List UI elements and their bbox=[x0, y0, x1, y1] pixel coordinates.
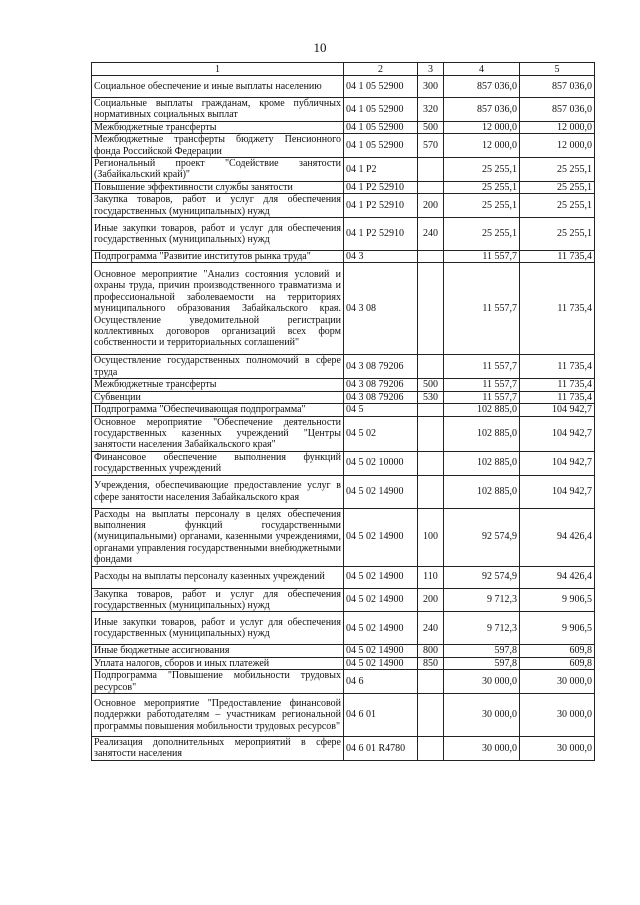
table-row bbox=[92, 194, 595, 218]
amount-2020-cell: 102 885,0 bbox=[444, 475, 520, 508]
table-row bbox=[92, 404, 595, 416]
code-cell: 04 6 01 bbox=[344, 694, 418, 737]
table-row bbox=[92, 451, 595, 475]
name-cell: Основное мероприятие "Анализ состояния условий и охраны труда, причин производственного травматизма и профессиональной заболеваемости на территориях муниципального образования Забайкальского края. Осуществление уведомительной регистрации коллективных договоров организаций всех форм собственности и территориальных соглашений" bbox=[92, 263, 344, 355]
vr-cell bbox=[418, 263, 444, 355]
code-cell: 04 1 P2 52910 bbox=[344, 194, 418, 218]
amount-2020-cell: 12 000,0 bbox=[444, 121, 520, 133]
vr-cell: 240 bbox=[418, 612, 444, 645]
amount-2021-cell: 11 735,4 bbox=[520, 263, 595, 355]
name-cell: Реализация дополнительных мероприятий в сфере занятости населения bbox=[92, 737, 344, 761]
code-cell: 04 6 01 R4780 bbox=[344, 737, 418, 761]
amount-2020-cell: 25 255,1 bbox=[444, 181, 520, 193]
amount-2020-cell: 25 255,1 bbox=[444, 158, 520, 182]
table-row bbox=[92, 263, 595, 355]
table-row bbox=[92, 508, 595, 566]
table-body bbox=[92, 76, 595, 761]
vr-cell: 320 bbox=[418, 98, 444, 122]
amount-2020-cell: 102 885,0 bbox=[444, 451, 520, 475]
vr-cell bbox=[418, 475, 444, 508]
amount-2021-cell: 857 036,0 bbox=[520, 76, 595, 98]
amount-2021-cell: 11 735,4 bbox=[520, 251, 595, 263]
code-cell: 04 3 08 79206 bbox=[344, 355, 418, 379]
code-cell: 04 5 02 14900 bbox=[344, 508, 418, 566]
vr-cell bbox=[418, 355, 444, 379]
vr-cell bbox=[418, 670, 444, 694]
vr-cell: 800 bbox=[418, 645, 444, 657]
name-cell: Уплата налогов, сборов и иных платежей bbox=[92, 657, 344, 669]
header-cell-2: 2 bbox=[344, 63, 418, 76]
amount-2020-cell: 9 712,3 bbox=[444, 588, 520, 612]
amount-2021-cell: 30 000,0 bbox=[520, 670, 595, 694]
code-cell: 04 1 05 52900 bbox=[344, 76, 418, 98]
page-number: 10 bbox=[313, 40, 327, 55]
name-cell: Социальное обеспечение и иные выплаты населению bbox=[92, 76, 344, 98]
name-cell: Финансовое обеспечение выполнения функций государственных учреждений bbox=[92, 451, 344, 475]
name-cell: Основное мероприятие "Предоставление финансовой поддержки работодателям – участникам региональной программы повышения мобильности трудовых ресурсов" bbox=[92, 694, 344, 737]
amount-2021-cell: 25 255,1 bbox=[520, 158, 595, 182]
vr-cell bbox=[418, 694, 444, 737]
table-row bbox=[92, 475, 595, 508]
amount-2021-cell: 30 000,0 bbox=[520, 737, 595, 761]
name-cell: Закупка товаров, работ и услуг для обеспечения государственных (муниципальных) нужд bbox=[92, 588, 344, 612]
amount-2020-cell: 25 255,1 bbox=[444, 218, 520, 251]
code-cell: 04 1 05 52900 bbox=[344, 134, 418, 158]
vr-cell: 200 bbox=[418, 194, 444, 218]
table-row bbox=[92, 416, 595, 451]
vr-cell: 240 bbox=[418, 218, 444, 251]
amount-2021-cell: 104 942,7 bbox=[520, 451, 595, 475]
name-cell: Иные закупки товаров, работ и услуг для обеспечения государственных (муниципальных) нужд bbox=[92, 612, 344, 645]
table-row bbox=[92, 181, 595, 193]
amount-2020-cell: 12 000,0 bbox=[444, 134, 520, 158]
code-cell: 04 3 08 79206 bbox=[344, 379, 418, 391]
amount-2021-cell: 11 735,4 bbox=[520, 391, 595, 403]
vr-cell bbox=[418, 451, 444, 475]
header-cell-1: 1 bbox=[92, 63, 344, 76]
name-cell: Учреждения, обеспечивающие предоставление услуг в сфере занятости населения Забайкальского края bbox=[92, 475, 344, 508]
code-cell: 04 5 bbox=[344, 404, 418, 416]
table-row bbox=[92, 737, 595, 761]
amount-2020-cell: 102 885,0 bbox=[444, 404, 520, 416]
table-row bbox=[92, 694, 595, 737]
amount-2021-cell: 12 000,0 bbox=[520, 121, 595, 133]
amount-2021-cell: 25 255,1 bbox=[520, 218, 595, 251]
table-row bbox=[92, 645, 595, 657]
table-row bbox=[92, 566, 595, 588]
amount-2021-cell: 94 426,4 bbox=[520, 508, 595, 566]
amount-2021-cell: 104 942,7 bbox=[520, 416, 595, 451]
amount-2021-cell: 11 735,4 bbox=[520, 379, 595, 391]
amount-2020-cell: 11 557,7 bbox=[444, 379, 520, 391]
code-cell: 04 5 02 14900 bbox=[344, 645, 418, 657]
table-row bbox=[92, 121, 595, 133]
name-cell: Иные закупки товаров, работ и услуг для обеспечения государственных (муниципальных) нужд bbox=[92, 218, 344, 251]
amount-2020-cell: 102 885,0 bbox=[444, 416, 520, 451]
table-row bbox=[92, 218, 595, 251]
code-cell: 04 5 02 14900 bbox=[344, 566, 418, 588]
table-row bbox=[92, 391, 595, 403]
header-cell-4: 4 bbox=[444, 63, 520, 76]
code-cell: 04 6 bbox=[344, 670, 418, 694]
table-header bbox=[92, 63, 595, 76]
amount-2021-cell: 9 906,5 bbox=[520, 612, 595, 645]
code-cell: 04 3 bbox=[344, 251, 418, 263]
amount-2021-cell: 857 036,0 bbox=[520, 98, 595, 122]
name-cell: Расходы на выплаты персоналу казенных учреждений bbox=[92, 566, 344, 588]
table-row bbox=[92, 134, 595, 158]
table-row bbox=[92, 76, 595, 98]
amount-2020-cell: 30 000,0 bbox=[444, 670, 520, 694]
amount-2020-cell: 11 557,7 bbox=[444, 251, 520, 263]
amount-2020-cell: 857 036,0 bbox=[444, 98, 520, 122]
amount-2021-cell: 609,8 bbox=[520, 645, 595, 657]
header-cell-3: 3 bbox=[418, 63, 444, 76]
amount-2020-cell: 25 255,1 bbox=[444, 194, 520, 218]
amount-2020-cell: 92 574,9 bbox=[444, 508, 520, 566]
vr-cell bbox=[418, 416, 444, 451]
table-row bbox=[92, 612, 595, 645]
amount-2021-cell: 104 942,7 bbox=[520, 475, 595, 508]
code-cell: 04 1 05 52900 bbox=[344, 98, 418, 122]
name-cell: Межбюджетные трансферты bbox=[92, 121, 344, 133]
vr-cell: 570 bbox=[418, 134, 444, 158]
vr-cell: 500 bbox=[418, 121, 444, 133]
code-cell: 04 3 08 bbox=[344, 263, 418, 355]
amount-2021-cell: 9 906,5 bbox=[520, 588, 595, 612]
vr-cell: 110 bbox=[418, 566, 444, 588]
amount-2020-cell: 11 557,7 bbox=[444, 391, 520, 403]
code-cell: 04 1 P2 52910 bbox=[344, 181, 418, 193]
name-cell: Закупка товаров, работ и услуг для обеспечения государственных (муниципальных) нужд bbox=[92, 194, 344, 218]
code-cell: 04 1 05 52900 bbox=[344, 121, 418, 133]
amount-2021-cell: 30 000,0 bbox=[520, 694, 595, 737]
vr-cell: 200 bbox=[418, 588, 444, 612]
code-cell: 04 5 02 10000 bbox=[344, 451, 418, 475]
amount-2021-cell: 11 735,4 bbox=[520, 355, 595, 379]
name-cell: Социальные выплаты гражданам, кроме публичных нормативных социальных выплат bbox=[92, 98, 344, 122]
name-cell: Региональный проект "Содействие занятости (Забайкальский край)" bbox=[92, 158, 344, 182]
amount-2020-cell: 597,8 bbox=[444, 645, 520, 657]
name-cell: Подпрограмма "Обеспечивающая подпрограмма" bbox=[92, 404, 344, 416]
vr-cell bbox=[418, 737, 444, 761]
header-row bbox=[92, 63, 595, 76]
amount-2020-cell: 92 574,9 bbox=[444, 566, 520, 588]
name-cell: Осуществление государственных полномочий в сфере труда bbox=[92, 355, 344, 379]
name-cell: Иные бюджетные ассигнования bbox=[92, 645, 344, 657]
amount-2020-cell: 857 036,0 bbox=[444, 76, 520, 98]
vr-cell: 100 bbox=[418, 508, 444, 566]
code-cell: 04 1 P2 bbox=[344, 158, 418, 182]
code-cell: 04 5 02 14900 bbox=[344, 612, 418, 645]
amount-2020-cell: 11 557,7 bbox=[444, 355, 520, 379]
code-cell: 04 5 02 14900 bbox=[344, 657, 418, 669]
amount-2020-cell: 30 000,0 bbox=[444, 737, 520, 761]
amount-2021-cell: 94 426,4 bbox=[520, 566, 595, 588]
name-cell: Основное мероприятие "Обеспечение деятельности государственных казенных учреждений "Центры занятости населения Забайкальского края" bbox=[92, 416, 344, 451]
vr-cell: 300 bbox=[418, 76, 444, 98]
vr-cell bbox=[418, 251, 444, 263]
amount-2020-cell: 30 000,0 bbox=[444, 694, 520, 737]
amount-2020-cell: 9 712,3 bbox=[444, 612, 520, 645]
amount-2021-cell: 25 255,1 bbox=[520, 194, 595, 218]
amount-2021-cell: 12 000,0 bbox=[520, 134, 595, 158]
code-cell: 04 5 02 14900 bbox=[344, 475, 418, 508]
budget-table bbox=[91, 62, 595, 761]
header-cell-5: 5 bbox=[520, 63, 595, 76]
amount-2021-cell: 609,8 bbox=[520, 657, 595, 669]
table-row bbox=[92, 379, 595, 391]
code-cell: 04 3 08 79206 bbox=[344, 391, 418, 403]
table-row bbox=[92, 657, 595, 669]
table-row bbox=[92, 355, 595, 379]
code-cell: 04 5 02 14900 bbox=[344, 588, 418, 612]
amount-2020-cell: 11 557,7 bbox=[444, 263, 520, 355]
table-row bbox=[92, 158, 595, 182]
table-row bbox=[92, 670, 595, 694]
code-cell: 04 5 02 bbox=[344, 416, 418, 451]
name-cell: Подпрограмма "Развитие институтов рынка труда" bbox=[92, 251, 344, 263]
name-cell: Межбюджетные трансферты бюджету Пенсионного фонда Российской Федерации bbox=[92, 134, 344, 158]
vr-cell bbox=[418, 158, 444, 182]
vr-cell bbox=[418, 404, 444, 416]
table-row bbox=[92, 251, 595, 263]
vr-cell: 530 bbox=[418, 391, 444, 403]
table-row bbox=[92, 588, 595, 612]
vr-cell bbox=[418, 181, 444, 193]
table-row bbox=[92, 98, 595, 122]
vr-cell: 500 bbox=[418, 379, 444, 391]
name-cell: Подпрограмма "Повышение мобильности трудовых ресурсов" bbox=[92, 670, 344, 694]
amount-2020-cell: 597,8 bbox=[444, 657, 520, 669]
name-cell: Субвенции bbox=[92, 391, 344, 403]
code-cell: 04 1 P2 52910 bbox=[344, 218, 418, 251]
name-cell: Межбюджетные трансферты bbox=[92, 379, 344, 391]
name-cell: Повышение эффективности службы занятости bbox=[92, 181, 344, 193]
amount-2021-cell: 25 255,1 bbox=[520, 181, 595, 193]
vr-cell: 850 bbox=[418, 657, 444, 669]
amount-2021-cell: 104 942,7 bbox=[520, 404, 595, 416]
name-cell: Расходы на выплаты персоналу в целях обеспечения выполнения функций государственными (муниципальными) органами, казенными учреждениями, органами управления государственными внебюджетными фондами bbox=[92, 508, 344, 566]
